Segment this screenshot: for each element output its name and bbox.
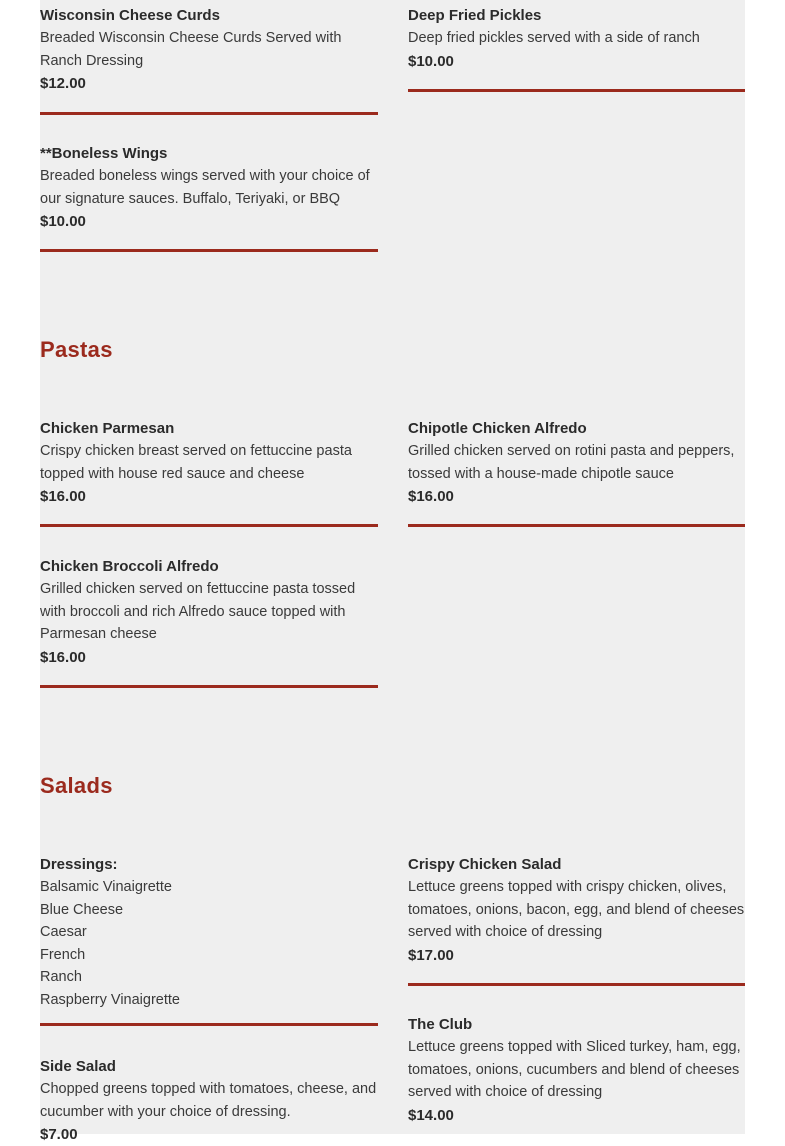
item-name: The Club — [408, 1016, 473, 1033]
item-price: $16.00 — [408, 488, 454, 506]
dressings-list — [40, 853, 378, 1011]
item-description: Lettuce greens topped with crispy chicken, olives, tomatoes, onions, bacon, egg, and blend of cheeses served with choice of dressing — [408, 879, 745, 941]
menu-item-side-salad — [40, 1055, 378, 1146]
dressing-option: French — [40, 946, 86, 963]
item-description: Breaded Wisconsin Cheese Curds Served with Ranch Dressing — [40, 30, 342, 69]
dressing-option: Balsamic Vinaigrette — [40, 879, 172, 895]
item-price: $10.00 — [40, 213, 86, 231]
item-price: $10.00 — [408, 52, 454, 70]
item-name: Chicken Parmesan — [40, 420, 175, 437]
item-price: $16.00 — [40, 488, 86, 506]
item-description: Breaded boneless wings served with your choice of our signature sauces. Buffalo, Teriyaki, or BBQ — [40, 168, 370, 207]
item-description: Grilled chicken served on fettuccine pasta tossed with broccoli and rich Alfredo sauce topped with Parmesan cheese — [40, 581, 356, 643]
item-price: $14.00 — [408, 1107, 454, 1125]
menu-left-column — [40, 0, 378, 1144]
item-divider — [408, 983, 745, 986]
menu-item-boneless-wings — [40, 142, 378, 233]
menu-item-wisconsin-cheese-curds — [40, 4, 378, 95]
item-price: $16.00 — [40, 649, 86, 667]
item-divider — [40, 112, 378, 115]
menu-item-crispy-chicken-salad — [408, 853, 745, 967]
item-divider — [40, 685, 378, 688]
dressing-option: Blue Cheese — [40, 901, 124, 918]
section-title-pastas: Pastas — [40, 337, 113, 362]
item-name: Crispy Chicken Salad — [408, 856, 562, 873]
menu-item-chicken-parmesan — [40, 417, 378, 508]
item-divider — [40, 524, 378, 527]
item-divider — [40, 249, 378, 252]
item-price: $7.00 — [40, 1126, 78, 1144]
item-price: $12.00 — [40, 75, 86, 93]
dressing-option: Caesar — [40, 924, 87, 940]
menu-item-the-club — [408, 1013, 745, 1127]
menu-right-column — [408, 0, 745, 1134]
menu-page — [40, 0, 745, 1144]
item-name: Side Salad — [40, 1058, 116, 1075]
item-description: Lettuce greens topped with Sliced turkey, ham, egg, tomatoes, onions, cucumbers and blend of cheeses served with choice of dressing — [408, 1039, 741, 1101]
dressings-label: Dressings: — [40, 856, 118, 873]
dressing-option: Raspberry Vinaigrette — [40, 991, 180, 1008]
item-name: Wisconsin Cheese Curds — [40, 7, 220, 24]
item-price: $17.00 — [408, 947, 454, 965]
item-name: **Boneless Wings — [40, 145, 168, 162]
menu-item-chipotle-chicken-alfredo — [408, 417, 745, 508]
item-description: Chopped greens topped with tomatoes, cheese, and cucumber with your choice of dressing. — [40, 1081, 377, 1120]
item-description: Crispy chicken breast served on fettuccine pasta topped with house red sauce and cheese — [40, 443, 352, 482]
item-description: Deep fried pickles served with a side of ranch — [408, 30, 700, 46]
item-divider — [408, 524, 745, 527]
item-divider — [408, 89, 745, 92]
item-divider — [40, 1023, 378, 1026]
item-name: Deep Fried Pickles — [408, 7, 542, 24]
menu-item-chicken-broccoli-alfredo — [40, 555, 378, 669]
item-name: Chicken Broccoli Alfredo — [40, 558, 219, 575]
item-name: Chipotle Chicken Alfredo — [408, 420, 587, 437]
section-title-salads: Salads — [40, 773, 113, 798]
menu-item-deep-fried-pickles — [408, 4, 745, 73]
dressing-option: Ranch — [40, 969, 82, 985]
item-description: Grilled chicken served on rotini pasta and peppers, tossed with a house-made chipotle sauce — [408, 443, 735, 482]
